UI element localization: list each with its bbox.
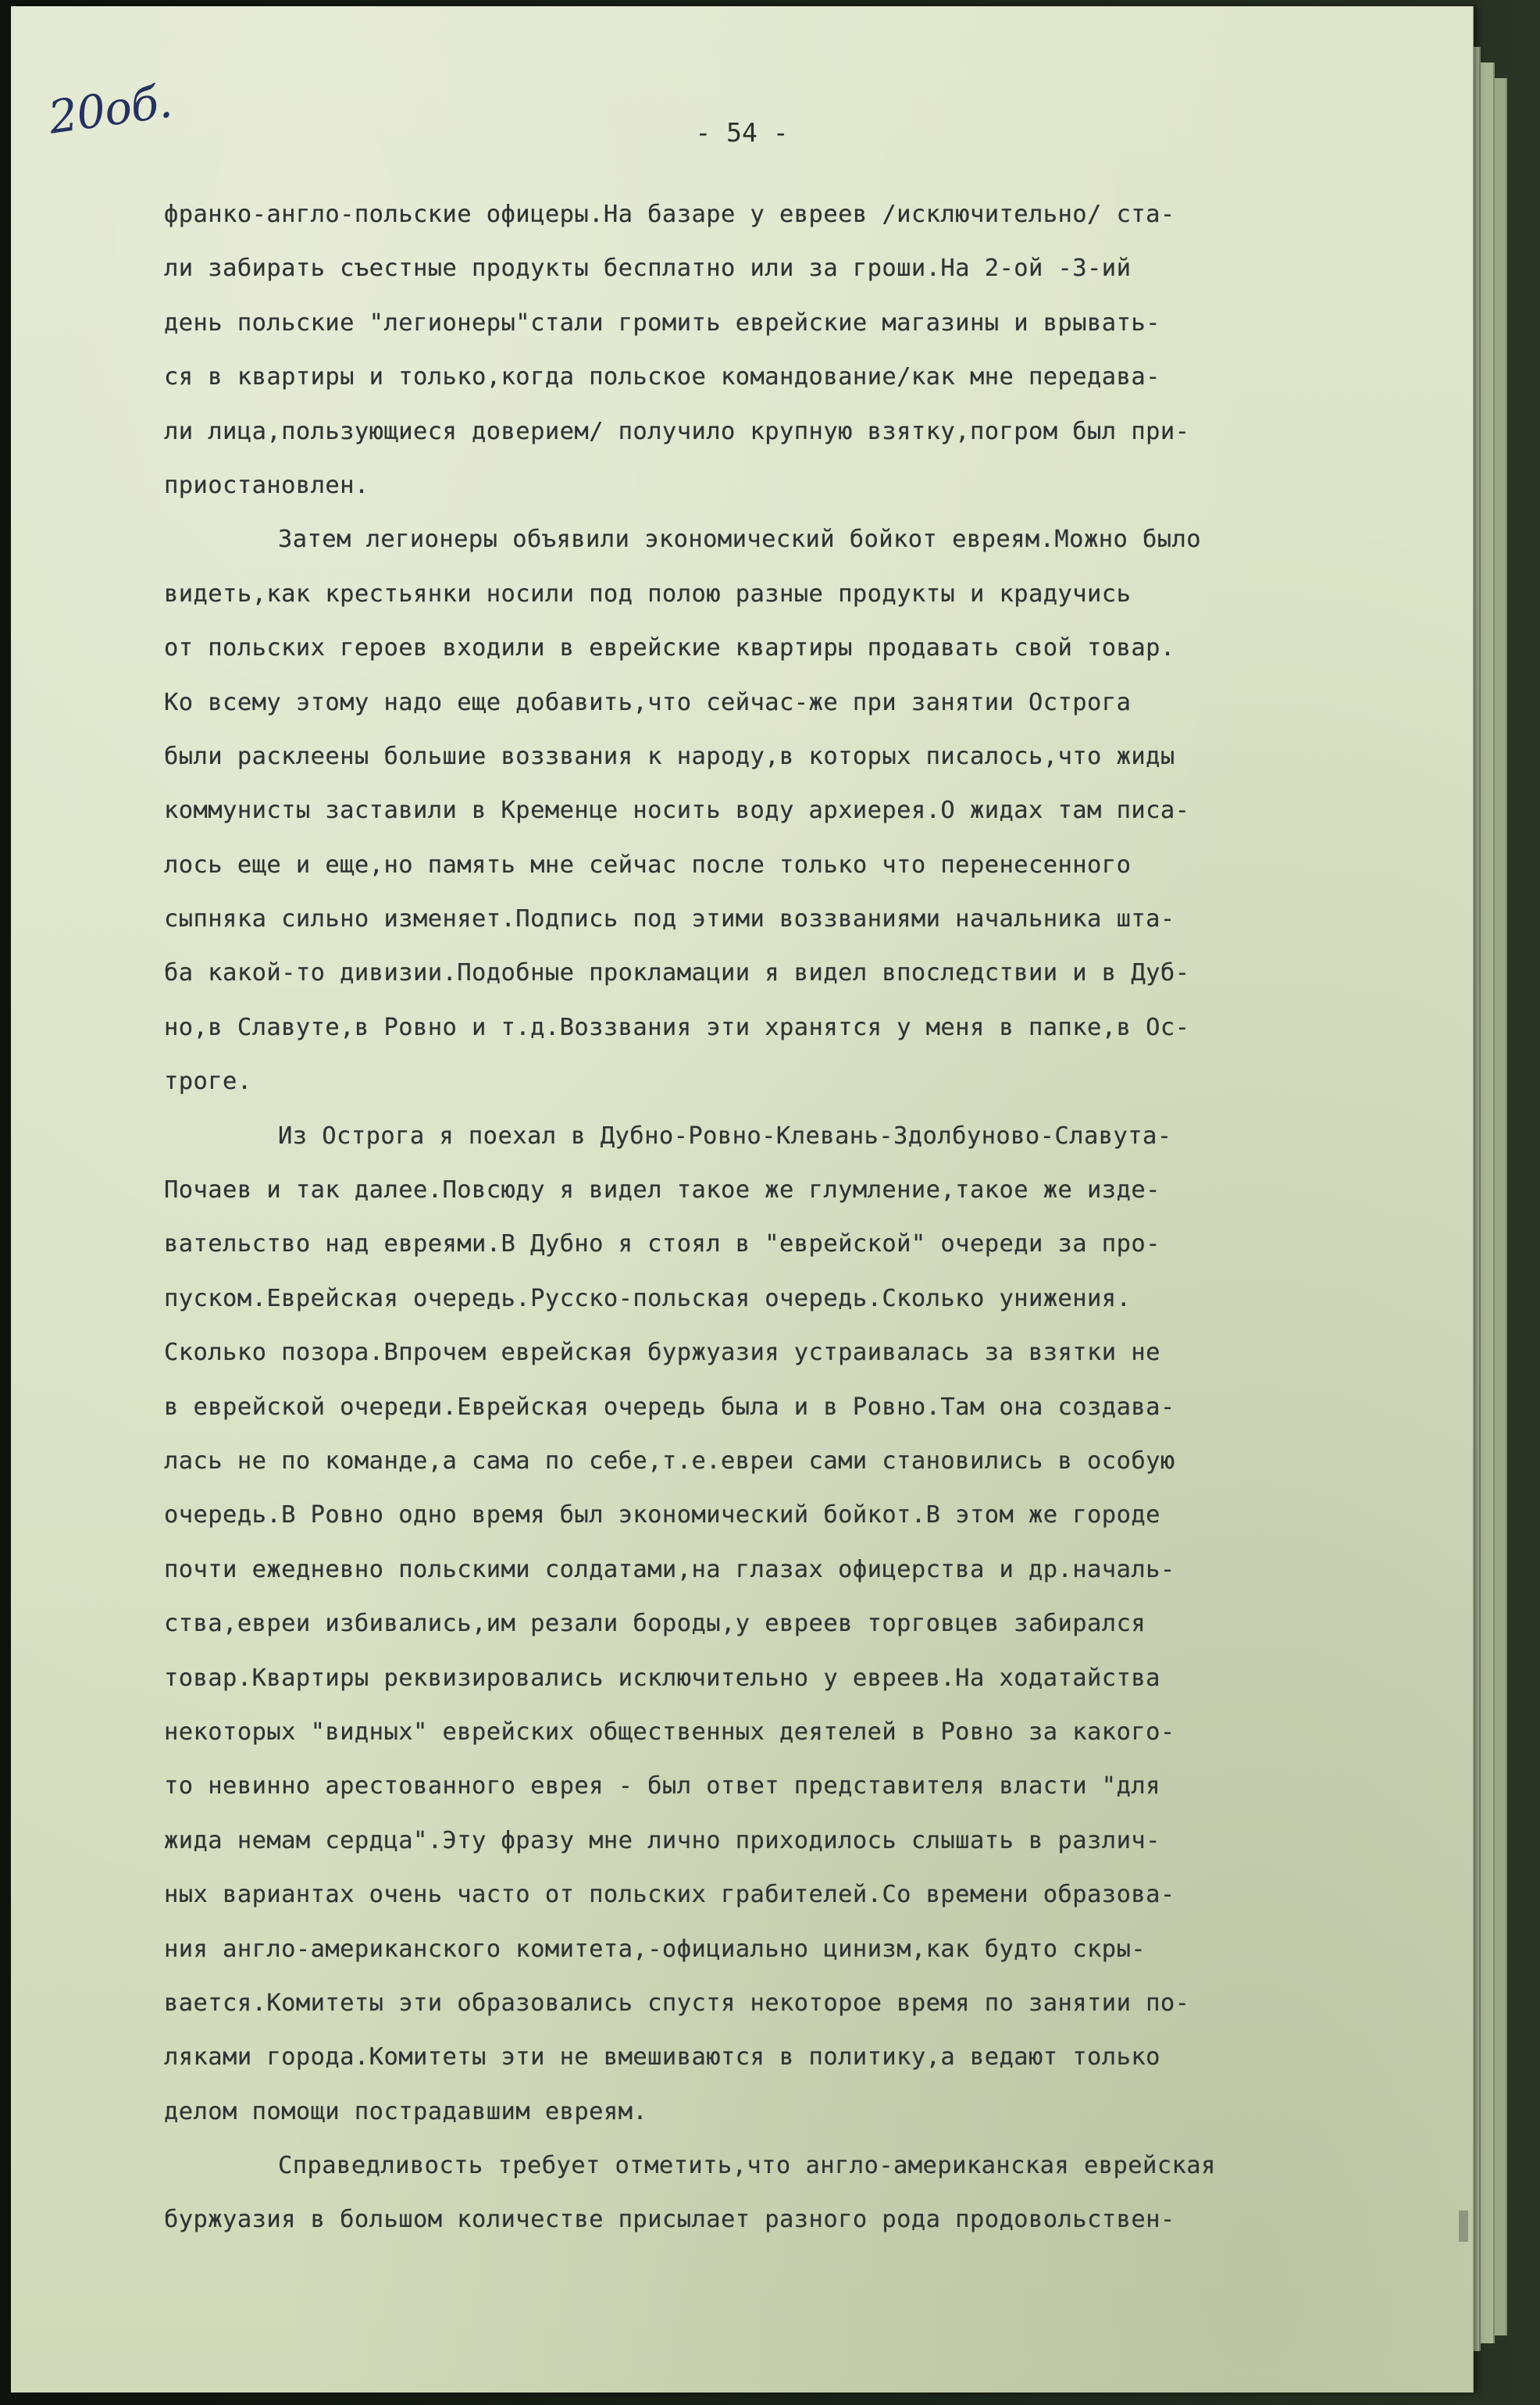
text-line: видеть,как крестьянки носили под полою разные продукты и крадучись: [164, 580, 1132, 608]
paragraph-start-line: Затем легионеры объявили экономический бойкот евреям.Можно было: [278, 526, 1202, 554]
text-line: Почаев и так далее.Повсюду я видел такое же глумление,такое же изде-: [164, 1176, 1160, 1204]
paragraph-start-line: Справедливость требует отметить,что англо-американская еврейская: [278, 2152, 1216, 2180]
typewritten-text: [164, 187, 1476, 2247]
text-line: Ко всему этому надо еще добавить,что сейчас-же при занятии Острога: [164, 688, 1132, 716]
text-line: товар.Квартиры реквизировались исключительно у евреев.На ходатайства: [164, 1664, 1160, 1692]
text-line: ба какой-то дивизии.Подобные прокламации я видел впоследствии и в Дуб-: [164, 959, 1190, 987]
text-line: сыпняка сильно изменяет.Подпись под этими воззваниями начальника шта-: [164, 905, 1175, 933]
text-line: приостановлен.: [164, 471, 369, 499]
text-line: вается.Комитеты эти образовались спустя некоторое время по занятии по-: [164, 1989, 1190, 2017]
text-line: лось еще и еще,но память мне сейчас после только что перенесенного: [164, 851, 1132, 879]
text-line: буржуазия в большом количестве присылает разного рода продовольствен-: [164, 2206, 1175, 2234]
page-number: - 54 -: [695, 117, 789, 148]
text-line: коммунисты заставили в Кременце носить воду архиерея.О жидах там писа-: [164, 797, 1190, 825]
text-line: день польские "легионеры"стали громить еврейские магазины и врывать-: [164, 309, 1160, 337]
text-line: ния англо-американского комитета,-официально цинизм,как будто скры-: [164, 1935, 1146, 1963]
text-line: были расклеены большие воззвания к народу,в которых писалось,что жиды: [164, 742, 1175, 770]
text-line: франко-англо-польские офицеры.На базаре у евреев /исключительно/ ста-: [164, 201, 1175, 228]
text-line: но,в Славуте,в Ровно и т.д.Воззвания эти хранятся у меня в папке,в Ос-: [164, 1013, 1190, 1041]
text-line: лась не по команде,а сама по себе,т.е.евреи сами становились в особую: [164, 1447, 1175, 1475]
text-line: ли лица,пользующиеся доверием/ получило крупную взятку,погром был при-: [164, 417, 1190, 445]
text-line: от польских героев входили в еврейские квартиры продавать свой товар.: [164, 634, 1175, 662]
text-line: ся в квартиры и только,когда польское командование/как мне передава-: [164, 363, 1160, 391]
page-corner-mark: [1459, 2211, 1468, 2242]
text-line: троге.: [164, 1068, 252, 1096]
text-line: ных вариантах очень часто от польских грабителей.Со времени образова-: [164, 1881, 1175, 1909]
text-line: почти ежедневно польскими солдатами,на глазах офицерства и др.началь-: [164, 1555, 1175, 1583]
text-line: вательство над евреями.В Дубно я стоял в "еврейской" очереди за про-: [164, 1230, 1160, 1258]
document-page: [11, 6, 1474, 2393]
text-line: ли забирать съестные продукты бесплатно или за гроши.На 2-ой -3-ий: [164, 255, 1132, 283]
text-line: ства,евреи избивались,им резали бороды,у евреев торговцев забирался: [164, 1610, 1146, 1638]
text-line: делом помощи пострадавшим евреям.: [164, 2097, 648, 2125]
handwritten-folio-number: 20об.: [45, 74, 175, 145]
text-line: пуском.Еврейская очередь.Русско-польская очередь.Сколько унижения.: [164, 1284, 1132, 1312]
text-line: ляками города.Комитеты эти не вмешиваются в политику,а ведают только: [164, 2043, 1160, 2071]
text-line: жида немам сердца".Эту фразу мне лично приходилось слышать в различ-: [164, 1826, 1160, 1854]
paragraph-start-line: Из Острога я поехал в Дубно-Ровно-Клевань-Здолбуново-Славута-: [278, 1122, 1172, 1150]
text-line: то невинно арестованного еврея - был ответ представителя власти "для: [164, 1772, 1160, 1800]
text-line: Сколько позора.Впрочем еврейская буржуазия устраивалась за взятки не: [164, 1339, 1160, 1367]
text-line: очередь.В Ровно одно время был экономический бойкот.В этом же городе: [164, 1501, 1160, 1529]
text-line: некоторых "видных" еврейских общественных деятелей в Ровно за какого-: [164, 1718, 1175, 1746]
text-line: в еврейской очереди.Еврейская очередь была и в Ровно.Там она создава-: [164, 1393, 1175, 1421]
